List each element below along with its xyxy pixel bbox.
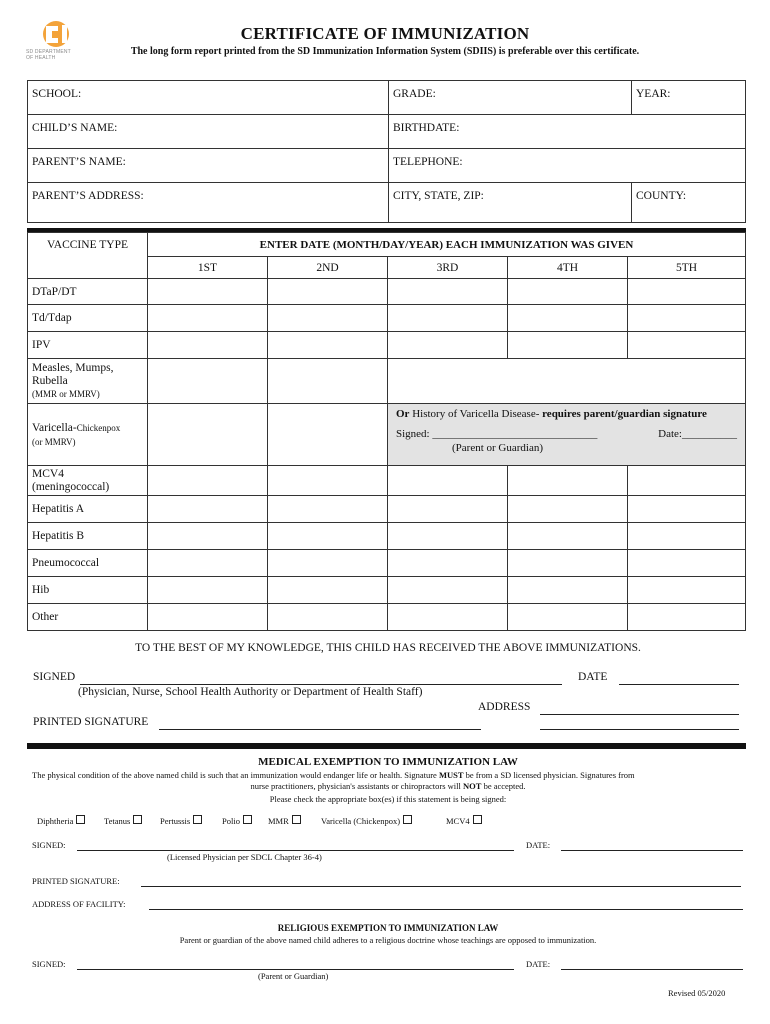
- dose-cell[interactable]: [508, 466, 628, 496]
- dose-cell[interactable]: [628, 604, 746, 631]
- dose-cell[interactable]: [268, 279, 388, 305]
- attestation-printed-signature-line[interactable]: [159, 729, 481, 730]
- dose-column-5: 5TH: [628, 257, 746, 279]
- vaccine-label-hepb: Hepatitis B: [28, 523, 148, 550]
- year-field[interactable]: YEAR:: [632, 81, 746, 115]
- medical-exemption-text-line2: nurse practitioners, physician's assistants or chiropractors will NOT be accepted.: [250, 781, 526, 791]
- table-row: [28, 496, 746, 523]
- dose-cell[interactable]: [628, 496, 746, 523]
- table-row: [28, 305, 746, 332]
- dose-cell[interactable]: [388, 577, 508, 604]
- dose-cell[interactable]: [388, 305, 508, 332]
- attestation-signed-label: SIGNED: [33, 671, 76, 683]
- varicella-signed-line[interactable]: Signed: ______________________________: [396, 428, 598, 440]
- dose-cell[interactable]: [628, 466, 746, 496]
- attestation-address-line-2[interactable]: [540, 729, 739, 730]
- vaccine-label-hepa: Hepatitis A: [28, 496, 148, 523]
- parent-address-field[interactable]: PARENT’S ADDRESS:: [28, 183, 389, 223]
- dose-cell[interactable]: [268, 466, 388, 496]
- dose-cell[interactable]: [268, 305, 388, 332]
- varicella-history-requirement: requires parent/guardian signature: [542, 408, 707, 420]
- dose-cell[interactable]: [388, 466, 508, 496]
- varicella-label-chickenpox: Chickenpox: [76, 422, 121, 433]
- exemption-option-pertussis[interactable]: Pertussis: [160, 815, 202, 826]
- dose-cell[interactable]: [148, 523, 268, 550]
- checkbox-icon[interactable]: [193, 815, 202, 824]
- table-row: [28, 577, 746, 604]
- telephone-field[interactable]: TELEPHONE:: [389, 149, 746, 183]
- mcv4-label-line2: (meningococcal): [32, 480, 110, 493]
- dose-cell[interactable]: [508, 332, 628, 359]
- dose-cell[interactable]: [628, 332, 746, 359]
- page-subtitle: The long form report printed from the SD Immunization Information System (SDIIS) is preferable over this certificate.: [130, 46, 640, 57]
- attestation-address-line[interactable]: [540, 714, 739, 715]
- vaccine-label-mcv4: [28, 466, 148, 496]
- dose-cell[interactable]: [268, 604, 388, 631]
- logo-text: SD DEPARTMENT OF HEALTH: [26, 49, 71, 61]
- medical-printed-signature-line[interactable]: [141, 886, 741, 887]
- table-row: [28, 332, 746, 359]
- birthdate-field[interactable]: BIRTHDATE:: [389, 115, 746, 149]
- medical-date-label: DATE:: [526, 840, 551, 850]
- vaccine-label-mmr: [28, 359, 148, 404]
- vaccine-label-pneumococcal: Pneumococcal: [28, 550, 148, 577]
- dose-column-4: 4TH: [508, 257, 628, 279]
- medical-exemption-title: MEDICAL EXEMPTION TO IMMUNIZATION LAW: [258, 756, 518, 768]
- dose-cell[interactable]: [148, 496, 268, 523]
- attestation-date-line[interactable]: [619, 684, 739, 685]
- checkbox-icon[interactable]: [403, 815, 412, 824]
- dose-cell[interactable]: [148, 577, 268, 604]
- dose-cell[interactable]: [268, 550, 388, 577]
- dose-column-3: 3RD: [388, 257, 508, 279]
- dose-cell[interactable]: [388, 496, 508, 523]
- varicella-history-box: [388, 404, 746, 466]
- city-state-zip-field[interactable]: CITY, STATE, ZIP:: [389, 183, 632, 223]
- dose-cell[interactable]: [148, 359, 268, 404]
- dose-cell[interactable]: [268, 523, 388, 550]
- dose-cell[interactable]: [628, 279, 746, 305]
- grade-field[interactable]: GRADE:: [389, 81, 632, 115]
- checkbox-icon[interactable]: [76, 815, 85, 824]
- dose-cell[interactable]: [628, 523, 746, 550]
- vaccine-label-hib: Hib: [28, 577, 148, 604]
- religious-parent-note: (Parent or Guardian): [258, 971, 329, 981]
- vaccine-type-header: VACCINE TYPE: [28, 233, 148, 279]
- table-row: [28, 523, 746, 550]
- attestation-date-label: DATE: [578, 671, 608, 683]
- dose-cell[interactable]: [388, 550, 508, 577]
- religious-signed-line[interactable]: [77, 969, 514, 970]
- dose-cell-combined[interactable]: [388, 359, 746, 404]
- table-row: [28, 466, 746, 496]
- page-title: CERTIFICATE OF IMMUNIZATION: [240, 24, 530, 43]
- exemption-option-mmr[interactable]: MMR: [268, 815, 301, 826]
- date-header: ENTER DATE (MONTH/DAY/YEAR) EACH IMMUNIZATION WAS GIVEN: [148, 233, 746, 257]
- attestation-printed-signature-label: PRINTED SIGNATURE: [33, 716, 149, 728]
- dose-cell[interactable]: [388, 279, 508, 305]
- attestation-signer-note: (Physician, Nurse, School Health Authority or Department of Health Staff): [78, 686, 423, 698]
- child-name-field[interactable]: CHILD’S NAME:: [28, 115, 389, 149]
- dose-cell[interactable]: [148, 404, 268, 466]
- varicella-parent-note: (Parent or Guardian): [452, 442, 544, 454]
- religious-exemption-title: RELIGIOUS EXEMPTION TO IMMUNIZATION LAW: [277, 923, 499, 933]
- dose-cell[interactable]: [148, 604, 268, 631]
- attestation-signed-line[interactable]: [80, 684, 562, 685]
- medical-date-line[interactable]: [561, 850, 743, 851]
- attestation-address-label: ADDRESS: [478, 701, 531, 713]
- dose-cell[interactable]: [628, 550, 746, 577]
- exemption-option-mcv4[interactable]: MCV4: [446, 815, 482, 826]
- religious-exemption-text: Parent or guardian of the above named child adheres to a religious doctrine whose teachings are opposed to immunization.: [179, 935, 597, 945]
- exemption-divider: [27, 743, 746, 749]
- vaccine-label-varicella: [28, 404, 148, 466]
- medical-exemption-text-line1: The physical condition of the above named child is such that an immunization would endanger life or health. Signature MUST be from a SD licensed physician. Signatures from: [32, 770, 635, 780]
- medical-signed-line[interactable]: [77, 850, 514, 851]
- dose-cell[interactable]: [388, 332, 508, 359]
- dose-column-1: 1ST: [148, 257, 268, 279]
- varicella-date-line[interactable]: Date:__________: [658, 428, 737, 440]
- vaccine-label-other: Other: [28, 604, 148, 631]
- dose-cell[interactable]: [268, 404, 388, 466]
- dose-cell[interactable]: [268, 332, 388, 359]
- religious-signed-label: SIGNED:: [32, 959, 66, 969]
- exemption-option-varicella[interactable]: Varicella (Chickenpox): [321, 815, 412, 826]
- facility-address-line[interactable]: [149, 909, 743, 910]
- checkbox-icon[interactable]: [292, 815, 301, 824]
- dose-column-2: 2ND: [268, 257, 388, 279]
- dose-cell[interactable]: [268, 496, 388, 523]
- parent-name-field[interactable]: PARENT’S NAME:: [28, 149, 389, 183]
- medical-exemption-check-note: Please check the appropriate box(es) if this statement is being signed:: [269, 794, 507, 804]
- varicella-label-line2: (or MMRV): [32, 436, 76, 447]
- table-row: [28, 359, 746, 404]
- mcv4-label-line1: MCV4: [32, 467, 64, 480]
- religious-date-line[interactable]: [561, 969, 743, 970]
- exemption-option-diphtheria[interactable]: Diphtheria: [37, 815, 85, 826]
- varicella-label-line1: Varicella-: [32, 421, 77, 434]
- dose-cell[interactable]: [508, 550, 628, 577]
- table-row: [28, 279, 746, 305]
- revised-date: Revised 05/2020: [668, 988, 726, 998]
- dose-cell[interactable]: [388, 604, 508, 631]
- table-row: [28, 550, 746, 577]
- table-row: [28, 404, 746, 466]
- dose-cell[interactable]: [508, 604, 628, 631]
- dose-cell[interactable]: [268, 359, 388, 404]
- exemption-option-tetanus[interactable]: Tetanus: [104, 815, 142, 826]
- dose-cell[interactable]: [148, 550, 268, 577]
- dose-cell[interactable]: [388, 523, 508, 550]
- mmr-label-line3: (MMR or MMRV): [32, 388, 100, 399]
- table-row: [28, 604, 746, 631]
- varicella-history-text: History of Varicella Disease-: [409, 408, 543, 420]
- dose-cell[interactable]: [268, 577, 388, 604]
- medical-physician-note: (Licensed Physician per SDCL Chapter 36-4): [167, 852, 322, 862]
- exemption-option-polio[interactable]: Polio: [222, 815, 252, 826]
- dose-cell[interactable]: [148, 279, 268, 305]
- mmr-label-line1: Measles, Mumps,: [32, 361, 114, 374]
- vaccine-label-tdap: Td/Tdap: [28, 305, 148, 332]
- dose-cell[interactable]: [508, 523, 628, 550]
- dose-cell[interactable]: [148, 466, 268, 496]
- varicella-or: Or: [396, 408, 410, 420]
- checkbox-icon[interactable]: [243, 815, 252, 824]
- dose-cell[interactable]: [148, 332, 268, 359]
- dose-cell[interactable]: [628, 577, 746, 604]
- county-field[interactable]: COUNTY:: [632, 183, 746, 223]
- medical-signed-label: SIGNED:: [32, 840, 66, 850]
- facility-address-label: ADDRESS OF FACILITY:: [32, 899, 126, 909]
- medical-printed-signature-label: PRINTED SIGNATURE:: [32, 876, 120, 886]
- religious-date-label: DATE:: [526, 959, 551, 969]
- student-info-table: [27, 80, 746, 223]
- mmr-label-line2: Rubella: [32, 374, 68, 387]
- vaccine-label-dtap: DTaP/DT: [28, 279, 148, 305]
- dose-cell[interactable]: [508, 577, 628, 604]
- checkbox-icon[interactable]: [473, 815, 482, 824]
- checkbox-icon[interactable]: [133, 815, 142, 824]
- dose-cell[interactable]: [148, 305, 268, 332]
- attestation-statement: TO THE BEST OF MY KNOWLEDGE, THIS CHILD HAS RECEIVED THE ABOVE IMMUNIZATIONS.: [135, 642, 641, 654]
- dose-cell[interactable]: [628, 305, 746, 332]
- vaccine-label-ipv: IPV: [28, 332, 148, 359]
- dose-cell[interactable]: [508, 279, 628, 305]
- dose-cell[interactable]: [508, 305, 628, 332]
- dose-cell[interactable]: [508, 496, 628, 523]
- vaccine-table: [27, 232, 746, 631]
- school-field[interactable]: SCHOOL:: [28, 81, 389, 115]
